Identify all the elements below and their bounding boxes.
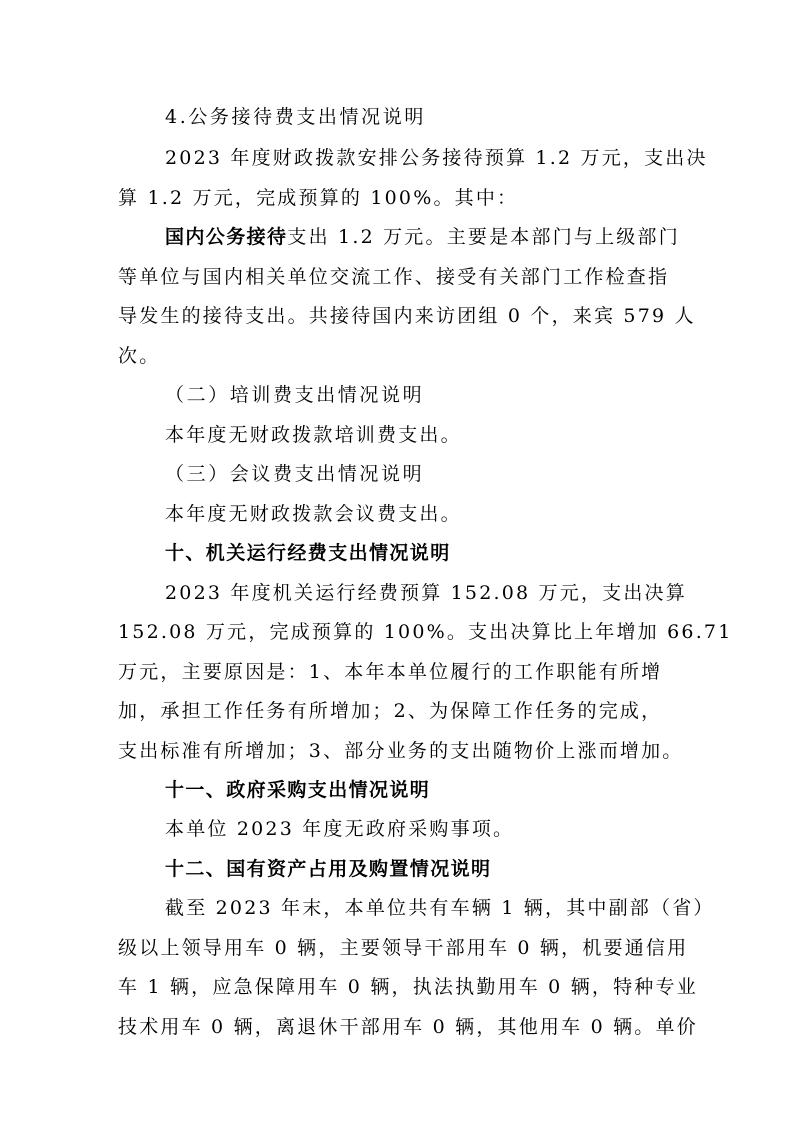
paragraph-line: 截至 2023 年末，本单位共有车辆 1 辆，其中副部（省）	[165, 897, 715, 919]
paragraph-line: 万元，主要原因是：1、本年本单位履行的工作职能有所增	[118, 661, 663, 683]
paragraph-line: 支出标准有所增加；3、部分业务的支出随物价上涨而增加。	[118, 740, 684, 762]
section-12-heading: 十二、国有资产占用及购置情况说明	[165, 858, 492, 880]
paragraph-line: 152.08 万元，完成预算的 100%。支出决算比上年增加 66.71	[118, 621, 733, 643]
bold-term: 国内公务接待	[165, 226, 288, 248]
paragraph-line: 级以上领导用车 0 辆，主要领导干部用车 0 辆，机要通信用	[118, 937, 689, 959]
paragraph-line: 技术用车 0 辆，离退休干部用车 0 辆，其他用车 0 辆。单价	[118, 1016, 698, 1038]
paragraph-line: 算 1.2 万元，完成预算的 100%。其中：	[118, 187, 519, 209]
subsection-3-heading: （三）会议费支出情况说明	[165, 463, 425, 485]
section-11-heading: 十一、政府采购支出情况说明	[165, 779, 431, 801]
paragraph-line: 导发生的接待支出。共接待国内来访团组 0 个，来宾 579 人	[118, 305, 696, 327]
section-4-heading: 4.公务接待费支出情况说明	[165, 106, 426, 128]
paragraph-line: 2023 年度机关运行经费预算 152.08 万元，支出决算	[165, 582, 687, 604]
paragraph-line: 车 1 辆，应急保障用车 0 辆，执法执勤用车 0 辆，特种专业	[118, 976, 698, 998]
paragraph-line: 2023 年度财政拨款安排公务接待预算 1.2 万元，支出决	[165, 147, 708, 169]
paragraph-line: 等单位与国内相关单位交流工作、接受有关部门工作检查指	[118, 266, 670, 288]
section-10-heading: 十、机关运行经费支出情况说明	[165, 542, 451, 564]
paragraph-line: 本年度无财政拨款培训费支出。	[165, 424, 462, 446]
paragraph-text: 支出 1.2 万元。主要是本部门与上级部门	[287, 226, 680, 248]
paragraph-line: 本年度无财政拨款会议费支出。	[165, 503, 462, 525]
paragraph-line	[165, 224, 725, 250]
paragraph-line: 加，承担工作任务有所增加；2、为保障工作任务的完成，	[118, 700, 663, 722]
subsection-2-heading: （二）培训费支出情况说明	[165, 384, 425, 406]
paragraph-line: 次。	[118, 345, 161, 367]
paragraph-line: 本单位 2023 年度无政府采购事项。	[165, 818, 515, 840]
